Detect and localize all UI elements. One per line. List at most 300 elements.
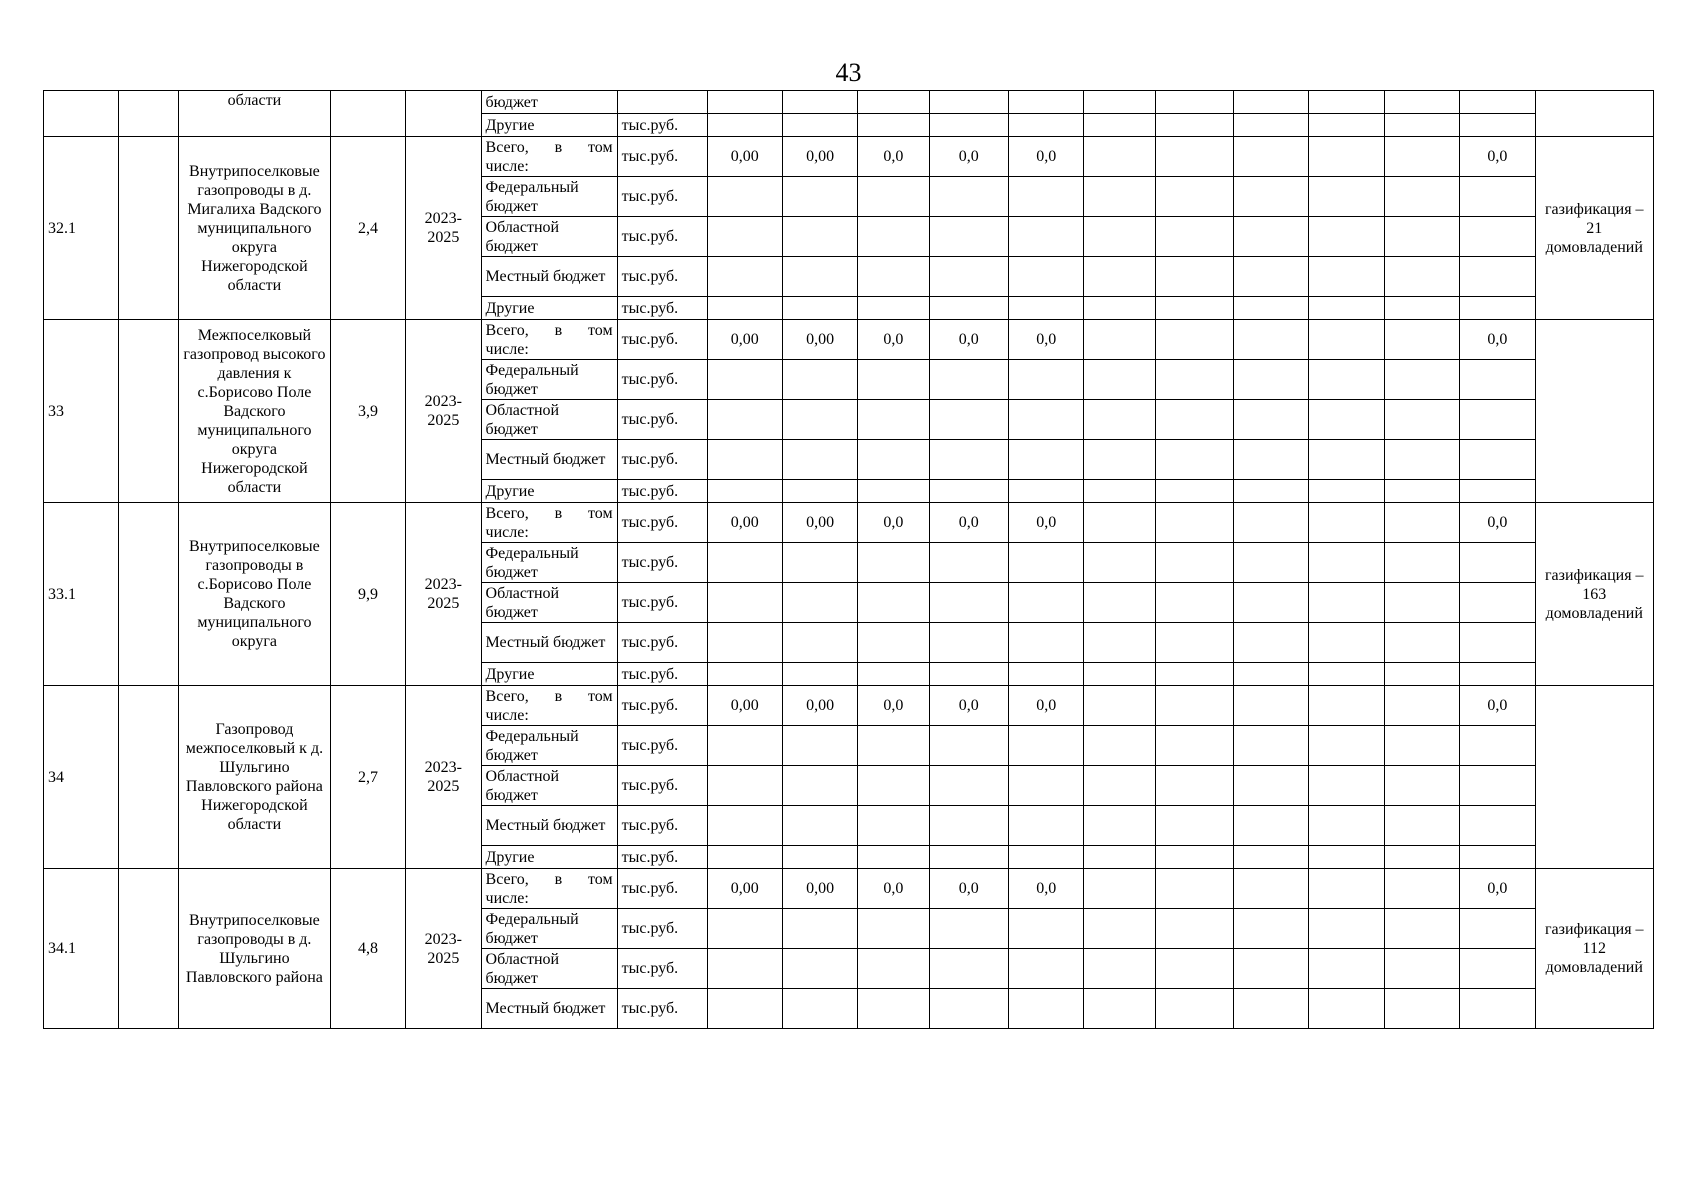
value-cell-empty [1084,177,1155,217]
unit-label: тыс.руб. [617,583,707,623]
value-cell-empty [858,663,929,686]
value-cell-empty [1460,480,1535,503]
value-cell-empty [1309,846,1384,869]
item-length: 3,9 [330,320,405,503]
value-cell-empty [1384,543,1459,583]
value-cell-empty [1234,583,1309,623]
value-cell-empty [1234,623,1309,663]
value-cell-empty [1384,480,1459,503]
value-cell-empty [1309,686,1384,726]
item-period: 2023-2025 [406,686,481,869]
value-cell-empty [1155,766,1234,806]
value-cell-empty [1309,909,1384,949]
value-cell: 0,0 [858,320,929,360]
value-cell-empty [1234,686,1309,726]
value-cell-empty [858,583,929,623]
unit-label: тыс.руб. [617,989,707,1029]
page-number: 43 [835,58,862,87]
value-cell-empty [782,663,857,686]
table-row [44,320,1654,360]
value-cell-empty [782,726,857,766]
value-cell-empty [1234,726,1309,766]
value-cell-empty [1084,663,1155,686]
value-cell-empty [858,297,929,320]
value-cell-empty [1460,297,1535,320]
value-cell: 0,00 [707,503,782,543]
source-other: Другие [481,114,617,137]
value-cell: 0,0 [1009,686,1084,726]
item-name: Внутрипоселковые газопроводы в д. Шульгино Павловского района [179,869,331,1029]
unit-label: тыс.руб. [617,869,707,909]
source-federal: Федеральный бюджет [481,360,617,400]
value-cell-empty [1155,989,1234,1029]
budget-table [43,90,1654,1029]
value-cell: 0,0 [1009,503,1084,543]
item-name: Внутрипоселковые газопроводы в д. Мигалиха Вадского муниципального округа Нижегородской области [179,137,331,320]
value-cell-empty [858,217,929,257]
value-cell-empty [858,766,929,806]
value-cell-empty [707,583,782,623]
value-cell-empty [1309,177,1384,217]
item-name: Внутрипоселковые газопроводы в с.Борисово Поле Вадского муниципального округа [179,503,331,686]
value-cell-empty [1384,583,1459,623]
value-cell-empty [1384,137,1459,177]
unit-label: тыс.руб. [617,480,707,503]
value-cell-empty [1234,400,1309,440]
value-cell-empty [858,360,929,400]
value-cell-empty [707,177,782,217]
value-cell-empty [1234,440,1309,480]
source-other: Другие [481,846,617,869]
value-cell-empty [1084,766,1155,806]
unit-label: тыс.руб. [617,726,707,766]
value-cell-empty [1084,360,1155,400]
item-period: 2023-2025 [406,320,481,503]
value-cell-empty [1460,360,1535,400]
value-cell-empty [1009,360,1084,400]
unit-label: тыс.руб. [617,846,707,869]
source-total: Всего, в том числе: [481,869,617,909]
value-cell-empty [707,360,782,400]
item-length: 9,9 [330,503,405,686]
value-cell-empty [1155,686,1234,726]
value-cell-empty [707,846,782,869]
item-period: 2023-2025 [406,503,481,686]
value-cell-empty [1384,400,1459,440]
value-cell-empty [1234,909,1309,949]
value-cell-empty [1009,177,1084,217]
value-cell-empty [782,806,857,846]
value-cell-empty [782,766,857,806]
item-result [1535,686,1653,869]
value-cell-empty [1084,257,1155,297]
value-cell-empty [858,726,929,766]
cell-empty [119,869,179,1029]
unit-label: тыс.руб. [617,177,707,217]
item-number: 33.1 [44,503,119,686]
value-cell-empty [1009,297,1084,320]
source-total: Всего, в том числе: [481,137,617,177]
value-cell-empty [929,440,1009,480]
item-number: 32.1 [44,137,119,320]
value-cell-empty [1460,989,1535,1029]
value-total: 0,0 [1460,686,1535,726]
item-result: газификация – 112 домовладений [1535,869,1653,1029]
unit-label: тыс.руб. [617,766,707,806]
value-cell-empty [1009,766,1084,806]
value-cell-empty [1460,257,1535,297]
source-local: Местный бюджет [481,440,617,480]
item-period: 2023-2025 [406,137,481,320]
value-cell-empty [1234,257,1309,297]
unit-label: тыс.руб. [617,297,707,320]
value-cell-empty [1155,623,1234,663]
value-cell: 0,0 [929,869,1009,909]
value-cell-empty [1155,360,1234,400]
value-cell: 0,00 [707,137,782,177]
value-cell-empty [929,663,1009,686]
value-cell-empty [1460,177,1535,217]
value-cell-empty [1155,726,1234,766]
value-cell-empty [1155,846,1234,869]
value-cell-empty [1384,726,1459,766]
unit-label: тыс.руб. [617,909,707,949]
value-cell: 0,0 [1009,869,1084,909]
table-body [44,91,1654,1029]
value-cell-empty [929,257,1009,297]
value-cell-empty [707,989,782,1029]
value-cell-empty [1309,989,1384,1029]
value-cell-empty [929,766,1009,806]
value-cell-empty [1460,726,1535,766]
value-cell-empty [1384,806,1459,846]
value-cell-empty [1009,989,1084,1029]
source-regional: Областной бюджет [481,400,617,440]
unit-label: тыс.руб. [617,543,707,583]
value-total: 0,0 [1460,503,1535,543]
item-length: 4,8 [330,869,405,1029]
value-cell: 0,0 [858,503,929,543]
value-cell-empty [929,217,1009,257]
source-total: Всего, в том числе: [481,320,617,360]
value-cell-empty [1384,846,1459,869]
cell-empty [1535,91,1653,137]
value-cell-empty [707,949,782,989]
value-cell-empty [1384,177,1459,217]
table-row [44,137,1654,177]
value-cell-empty [1309,949,1384,989]
value-cell-empty [782,846,857,869]
value-cell-empty [1384,503,1459,543]
cell-empty [119,320,179,503]
value-cell-empty [1309,766,1384,806]
value-cell-empty [858,480,929,503]
cell-empty [44,91,119,137]
source-local: Местный бюджет [481,257,617,297]
source-regional: Областной бюджет [481,217,617,257]
value-cell-empty [1084,869,1155,909]
value-cell-empty [1309,217,1384,257]
unit-label: тыс.руб. [617,360,707,400]
unit-label: тыс.руб. [617,217,707,257]
value-cell-empty [707,766,782,806]
source-regional: Областной бюджет [481,949,617,989]
value-cell-empty [1009,583,1084,623]
value-cell-empty [858,543,929,583]
value-cell-empty [1084,949,1155,989]
cell-empty [119,91,179,137]
carryover-source: бюджет [481,91,617,114]
value-cell-empty [1234,297,1309,320]
value-cell-empty [1384,869,1459,909]
value-cell-empty [1155,217,1234,257]
value-cell-empty [707,909,782,949]
value-cell-empty [1309,869,1384,909]
value-cell-empty [1084,806,1155,846]
value-cell-empty [707,400,782,440]
value-cell-empty [1155,806,1234,846]
item-name: Газопровод межпоселковый к д. Шульгино Павловского района Нижегородской области [179,686,331,869]
value-cell-empty [1234,177,1309,217]
value-cell-empty [1384,949,1459,989]
value-cell-empty [929,297,1009,320]
value-cell-empty [782,360,857,400]
value-cell-empty [1155,949,1234,989]
value-cell-empty [707,726,782,766]
cell-empty [119,686,179,869]
value-cell: 0,0 [1009,320,1084,360]
value-cell: 0,0 [1009,137,1084,177]
value-cell-empty [1009,257,1084,297]
value-cell-empty [1155,177,1234,217]
value-cell-empty [858,177,929,217]
item-number: 34.1 [44,869,119,1029]
value-cell-empty [782,583,857,623]
value-cell-empty [1460,909,1535,949]
value-cell-empty [929,989,1009,1029]
cell-empty [119,503,179,686]
source-local: Местный бюджет [481,623,617,663]
source-federal: Федеральный бюджет [481,177,617,217]
value-cell-empty [858,440,929,480]
value-cell-empty [707,543,782,583]
value-cell-empty [1234,766,1309,806]
value-cell-empty [782,949,857,989]
value-cell-empty [1084,846,1155,869]
item-number: 33 [44,320,119,503]
value-cell-empty [1084,297,1155,320]
value-cell-empty [782,909,857,949]
value-cell-empty [782,400,857,440]
value-cell: 0,00 [782,503,857,543]
value-cell-empty [1384,257,1459,297]
item-result: газификация – 163 домовладений [1535,503,1653,686]
value-cell-empty [782,257,857,297]
value-cell-empty [1155,583,1234,623]
value-cell-empty [1309,257,1384,297]
value-cell: 0,00 [782,869,857,909]
value-cell-empty [1234,949,1309,989]
value-cell-empty [1309,360,1384,400]
table-row-carryover [44,91,1654,114]
value-cell-empty [1384,360,1459,400]
source-total: Всего, в том числе: [481,686,617,726]
value-cell-empty [1234,320,1309,360]
value-cell-empty [782,217,857,257]
value-cell-empty [1384,686,1459,726]
value-cell-empty [1309,440,1384,480]
cell-empty [330,91,405,137]
item-result: газификация – 21 домовладений [1535,137,1653,320]
value-cell: 0,0 [929,320,1009,360]
value-cell-empty [858,949,929,989]
item-period: 2023-2025 [406,869,481,1029]
item-length: 2,4 [330,137,405,320]
value-cell-empty [1084,503,1155,543]
value-cell-empty [1309,583,1384,623]
cell-empty [406,91,481,137]
value-cell: 0,00 [707,869,782,909]
value-cell: 0,0 [929,137,1009,177]
unit-label: тыс.руб. [617,949,707,989]
value-cell-empty [1234,663,1309,686]
value-cell-empty [1309,806,1384,846]
value-cell-empty [1460,949,1535,989]
value-cell-empty [1384,297,1459,320]
value-cell-empty [1234,543,1309,583]
value-cell-empty [1384,989,1459,1029]
unit-label: тыс.руб. [617,320,707,360]
value-cell-empty [1309,726,1384,766]
value-cell-empty [1009,909,1084,949]
item-number: 34 [44,686,119,869]
value-cell-empty [1384,320,1459,360]
value-cell-empty [1460,766,1535,806]
value-cell-empty [707,806,782,846]
value-cell-empty [1155,400,1234,440]
value-cell-empty [1309,297,1384,320]
value-cell-empty [1084,726,1155,766]
value-cell-empty [1234,360,1309,400]
item-name: Межпоселковый газопровод высокого давления к с.Борисово Поле Вадского муниципального округа Нижегородской области [179,320,331,503]
value-cell-empty [1084,400,1155,440]
value-cell-empty [858,846,929,869]
value-cell-empty [929,846,1009,869]
unit-label: тыс.руб. [617,503,707,543]
value-cell-empty [1155,440,1234,480]
item-length: 2,7 [330,686,405,869]
value-cell-empty [1460,806,1535,846]
value-cell-empty [1309,400,1384,440]
value-cell: 0,0 [929,686,1009,726]
unit-label: тыс.руб. [617,623,707,663]
value-cell: 0,00 [782,686,857,726]
value-cell-empty [1234,480,1309,503]
value-cell-empty [1009,663,1084,686]
source-federal: Федеральный бюджет [481,543,617,583]
value-cell-empty [1084,583,1155,623]
value-cell: 0,0 [858,137,929,177]
value-cell-empty [1309,320,1384,360]
source-total: Всего, в том числе: [481,503,617,543]
value-cell-empty [1460,583,1535,623]
value-cell-empty [782,989,857,1029]
value-cell-empty [1309,663,1384,686]
value-cell-empty [858,989,929,1029]
value-cell-empty [1009,480,1084,503]
value-cell-empty [1155,869,1234,909]
value-cell: 0,0 [858,869,929,909]
value-cell-empty [1155,480,1234,503]
value-cell-empty [1009,846,1084,869]
value-cell-empty [707,217,782,257]
value-cell-empty [1009,440,1084,480]
value-cell-empty [1155,663,1234,686]
value-cell-empty [1155,543,1234,583]
value-cell-empty [707,480,782,503]
value-cell-empty [1084,989,1155,1029]
value-cell-empty [782,297,857,320]
value-cell-empty [1234,217,1309,257]
value-cell-empty [1460,440,1535,480]
value-cell-empty [1009,400,1084,440]
value-cell-empty [1460,400,1535,440]
value-cell-empty [1460,623,1535,663]
value-cell-empty [782,623,857,663]
value-cell: 0,00 [707,686,782,726]
carryover-name: области [179,91,331,137]
value-cell-empty [1460,663,1535,686]
unit-label: тыс.руб. [617,137,707,177]
value-cell: 0,00 [782,320,857,360]
value-cell-empty [929,623,1009,663]
value-cell: 0,0 [858,686,929,726]
value-cell-empty [1009,217,1084,257]
value-cell-empty [1084,543,1155,583]
value-cell: 0,0 [929,503,1009,543]
source-other: Другие [481,297,617,320]
cell-empty [617,91,707,114]
value-cell-empty [1009,726,1084,766]
value-cell-empty [1084,623,1155,663]
value-cell-empty [858,909,929,949]
value-cell-empty [707,440,782,480]
table-row [44,686,1654,726]
value-cell-empty [1084,909,1155,949]
value-cell-empty [1309,503,1384,543]
value-cell-empty [929,726,1009,766]
value-cell-empty [929,177,1009,217]
value-cell-empty [1384,217,1459,257]
unit-label: тыс.руб. [617,806,707,846]
value-cell-empty [707,663,782,686]
value-cell-empty [1155,137,1234,177]
value-cell-empty [1309,543,1384,583]
value-cell-empty [1009,623,1084,663]
value-total: 0,0 [1460,869,1535,909]
value-cell-empty [929,360,1009,400]
value-cell-empty [782,480,857,503]
value-cell-empty [929,400,1009,440]
value-cell-empty [1009,543,1084,583]
value-cell-empty [1384,766,1459,806]
value-cell-empty [1309,137,1384,177]
value-cell-empty [1155,257,1234,297]
source-regional: Областной бюджет [481,583,617,623]
unit-label: тыс.руб. [617,257,707,297]
value-cell-empty [782,177,857,217]
value-cell-empty [1234,137,1309,177]
